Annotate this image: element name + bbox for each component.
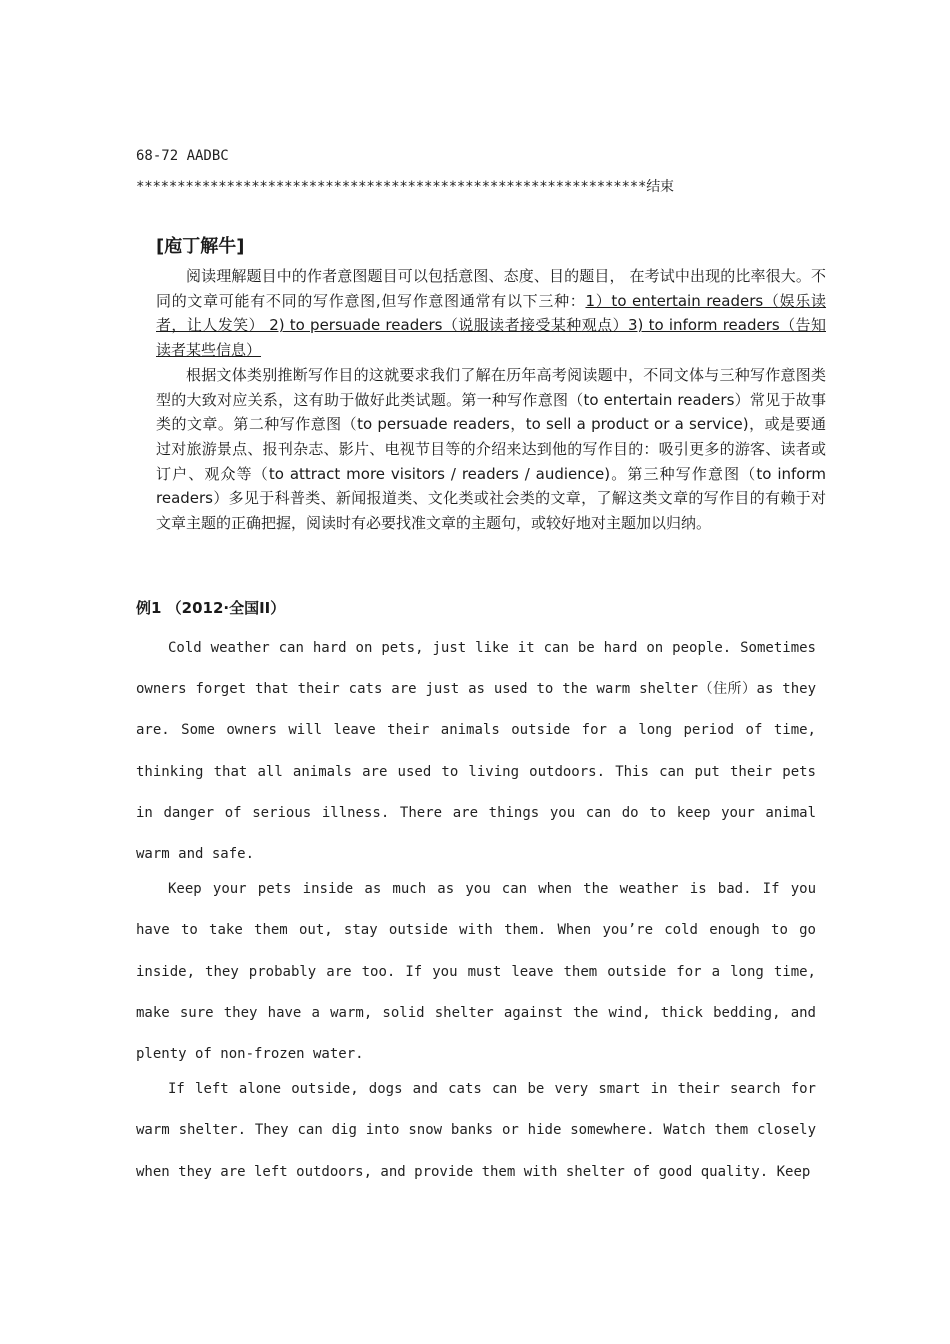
passage-paragraph-3: If left alone outside, dogs and cats can be very smart in their search for warm shelter. They can dig into snow banks or hide somewhere. Watch them closely when they are left outdoors, and provide them with shelter of good quality. Keep <box>136 1081 816 1180</box>
end-divider <box>136 176 674 196</box>
tip-intro-text: 阅读理解题目中的作者意图题目可以包括意图、态度、目的题目， 在考试中出现的比率很大。不同的文章可能有不同的写作意图,但写作意图通常有以下三种： <box>156 267 826 310</box>
tip-purpose-list: 1）to entertain readers（娱乐读者，让人发笑） 2) to persuade readers（说服读者接受某种观点）3) to inform readers（告知读者某些信息） <box>156 291 827 360</box>
tip-box <box>156 232 826 536</box>
divider-stars: ************************************************************** <box>136 179 647 195</box>
tip-title: [庖丁解牛] <box>156 236 245 257</box>
answer-key: 68-72 AADBC <box>136 148 229 164</box>
tip-paragraph-2: 根据文体类别推断写作目的这就要求我们了解在历年高考阅读题中，不同文体与三种写作意图类型的大致对应关系，这有助于做好此类试题。第一种写作意图（to entertain readers）常见于故事类的文章。第二种写作意图（to persuade readers，to sell a product or a service)，或是要通过对旅游景点、报刊杂志、影片、电视节目等的介绍来达到他的写作目的：吸引更多的游客、读者或订户、观众等（to attract more visitors / readers / audience)。第三种写作意图（to inform readers）多见于科普类、新闻报道类、文化类或社会类的文章，了解这类文章的写作目的有赖于对文章主题的正确把握，阅读时有必要找准文章的主题句，或较好地对主题加以归纳。 <box>156 365 826 533</box>
passage-paragraph-2: Keep your pets inside as much as you can when the weather is bad. If you have to take them out, stay outside with them. When you’re cold enough to go inside, they probably are too. If you must leave them outside for a long time, make sure they have a warm, solid shelter against the wind, thick bedding, and plenty of non-frozen water. <box>136 881 816 1063</box>
passage-paragraph-1: Cold weather can hard on pets, just like it can be hard on people. Sometimes owners forget that their cats are just as used to the warm shelter（住所）as they are. Some owners will leave their animals outside for a long period of time, thinking that all animals are used to living outdoors. This can put their pets in danger of serious illness. There are things you can do to keep your animal warm and safe. <box>136 640 816 863</box>
example-label: 例1 （2012·全国II） <box>136 599 286 617</box>
tip-paragraph-1 <box>156 264 826 363</box>
reading-passage <box>136 628 816 1193</box>
divider-end-label: 结束 <box>646 179 674 195</box>
